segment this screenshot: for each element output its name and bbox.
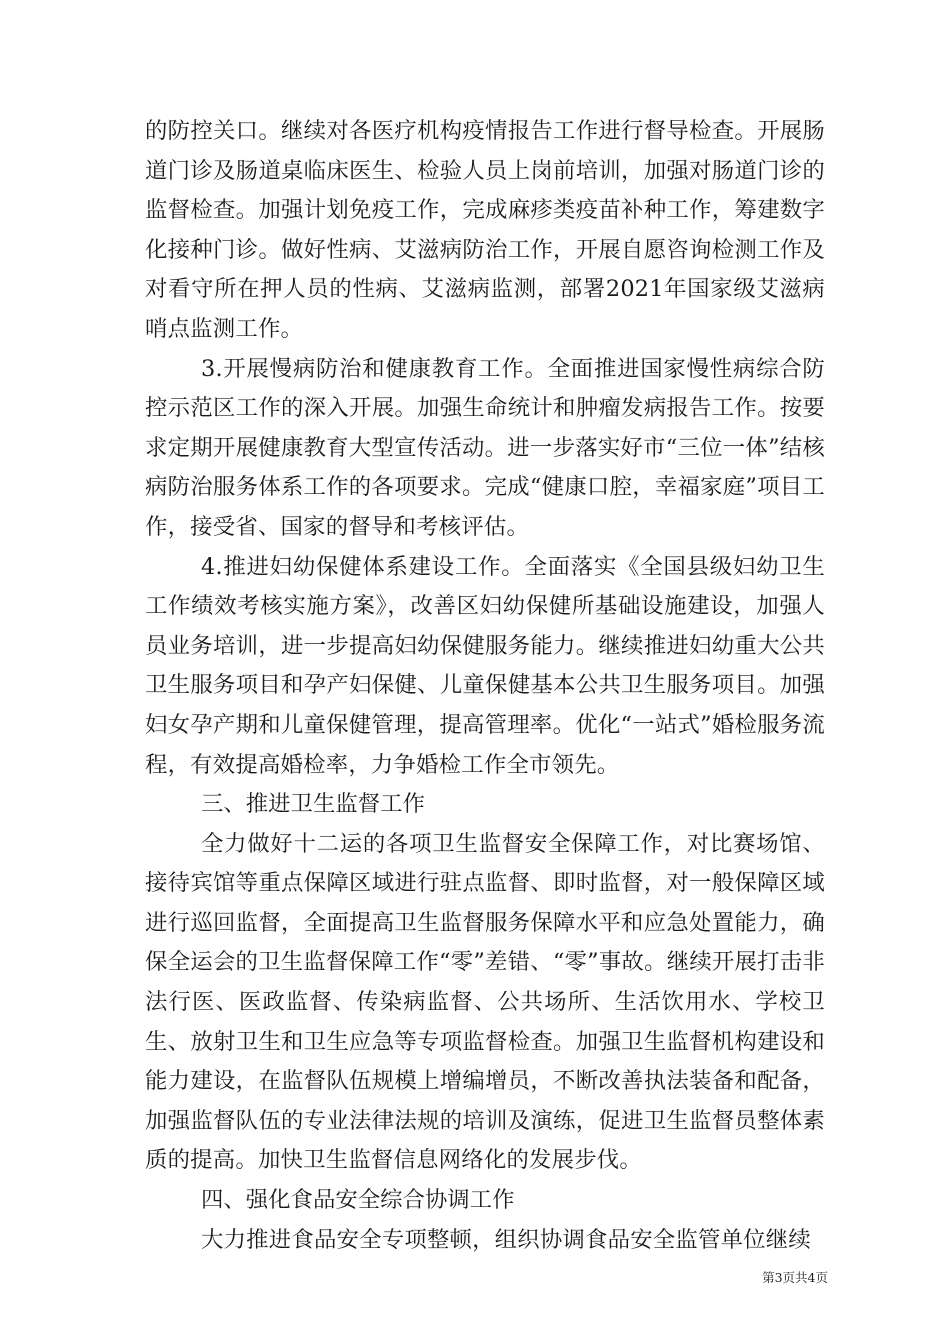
document-body <box>145 112 825 1260</box>
body-paragraph-item-3: 3.开展慢病防治和健康教育工作。全面推进国家慢性病综合防控示范区工作的深入开展。加强生命统计和肿瘤发病报告工作。按要求定期开展健康教育大型宣传活动。进一步落实好市“三位一体”结核病防治服务体系工作的各项要求。完成“健康口腔，幸福家庭”项目工作，接受省、国家的督导和考核评估。 <box>145 355 825 540</box>
page-number-footer: 第3页共4页 <box>762 1270 828 1285</box>
body-paragraph-section-4: 大力推进食品安全专项整顿，组织协调食品安全监管单位继续 <box>201 1226 811 1253</box>
section-heading-4: 四、强化食品安全综合协调工作 <box>201 1187 515 1214</box>
body-paragraph-item-4: 4.推进妇幼保健体系建设工作。全面落实《全国县级妇幼卫生工作绩效考核实施方案》，改善区妇幼保健所基础设施建设，加强人员业务培训，进一步提高妇幼保健服务能力。继续推进妇幼重大公共卫生服务项目和孕产妇保健、儿童保健基本公共卫生服务项目。加强妇女孕产期和儿童保健管理，提高管理率。优化“一站式”婚检服务流程，有效提高婚检率，力争婚检工作全市领先。 <box>145 553 825 778</box>
body-paragraph-section-3: 全力做好十二运的各项卫生监督安全保障工作，对比赛场馆、接待宾馆等重点保障区域进行驻点监督、即时监督，对一般保障区域进行巡回监督，全面提高卫生监督服务保障水平和应急处置能力，确保全运会的卫生监督保障工作“零”差错、“零”事故。继续开展打击非法行医、医政监督、传染病监督、公共场所、生活饮用水、学校卫生、放射卫生和卫生应急等专项监督检查。加强卫生监督机构建设和能力建设，在监督队伍规模上增编增员，不断改善执法装备和配备，加强监督队伍的专业法律法规的培训及演练，促进卫生监督员整体素质的提高。加快卫生监督信息网络化的发展步伐。 <box>145 830 825 1174</box>
section-heading-3: 三、推进卫生监督工作 <box>201 791 425 818</box>
body-paragraph: 的防控关口。继续对各医疗机构疫情报告工作进行督导检查。开展肠道门诊及肠道桌临床医生、检验人员上岗前培训，加强对肠道门诊的监督检查。加强计划免疫工作，完成麻疹类疫苗补种工作，筹建数字化接种门诊。做好性病、艾滋病防治工作，开展自愿咨询检测工作及对看守所在押人员的性病、艾滋病监测，部署2021年国家级艾滋病哨点监测工作。 <box>145 118 825 342</box>
